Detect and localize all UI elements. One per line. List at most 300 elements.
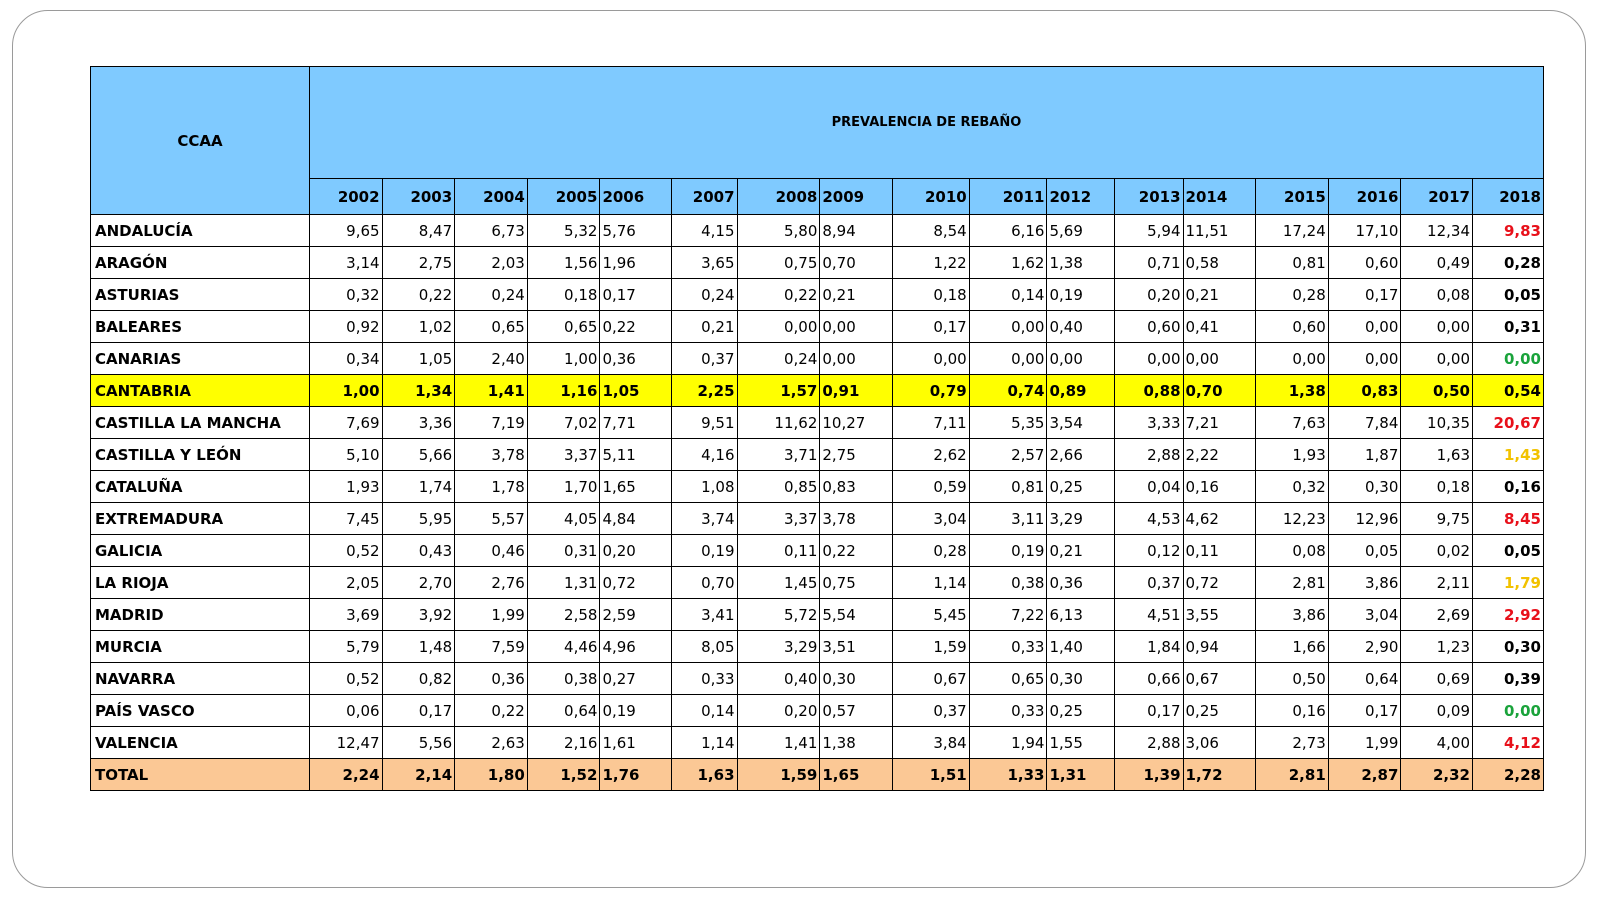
value-cell: 11,62 — [737, 407, 820, 439]
value-cell: 0,19 — [600, 695, 672, 727]
value-cell: 1,79 — [1473, 567, 1544, 599]
value-cell: 5,35 — [969, 407, 1047, 439]
value-cell: 0,16 — [1183, 471, 1256, 503]
value-cell: 0,19 — [1047, 279, 1115, 311]
value-cell: 1,96 — [600, 247, 672, 279]
value-cell: 1,99 — [455, 599, 528, 631]
value-cell: 12,23 — [1256, 503, 1329, 535]
year-header-2003: 2003 — [382, 179, 455, 215]
value-cell: 9,83 — [1473, 215, 1544, 247]
value-cell: 0,25 — [1047, 471, 1115, 503]
value-cell: 3,06 — [1183, 727, 1256, 759]
value-cell: 2,28 — [1473, 759, 1544, 791]
value-cell: 2,03 — [455, 247, 528, 279]
value-cell: 0,16 — [1256, 695, 1329, 727]
value-cell: 2,11 — [1401, 567, 1473, 599]
value-cell: 1,00 — [527, 343, 600, 375]
value-cell: 0,17 — [1328, 695, 1401, 727]
value-cell: 7,22 — [969, 599, 1047, 631]
region-name: CASTILLA LA MANCHA — [91, 407, 310, 439]
value-cell: 1,41 — [455, 375, 528, 407]
value-cell: 1,38 — [1047, 247, 1115, 279]
value-cell: 0,94 — [1183, 631, 1256, 663]
table-body — [91, 215, 1544, 791]
value-cell: 1,84 — [1114, 631, 1183, 663]
value-cell: 0,81 — [969, 471, 1047, 503]
table-row — [91, 407, 1544, 439]
region-name: ARAGÓN — [91, 247, 310, 279]
value-cell: 0,38 — [527, 663, 600, 695]
value-cell: 0,64 — [1328, 663, 1401, 695]
value-cell: 8,54 — [893, 215, 970, 247]
year-header-2006: 2006 — [600, 179, 672, 215]
value-cell: 12,34 — [1401, 215, 1473, 247]
value-cell: 1,65 — [820, 759, 893, 791]
table-row — [91, 631, 1544, 663]
table-wrapper — [90, 66, 1544, 791]
value-cell: 1,33 — [969, 759, 1047, 791]
value-cell: 0,37 — [1114, 567, 1183, 599]
value-cell: 1,48 — [382, 631, 455, 663]
value-cell: 0,06 — [309, 695, 382, 727]
region-name: MADRID — [91, 599, 310, 631]
value-cell: 0,20 — [1114, 279, 1183, 311]
value-cell: 12,47 — [309, 727, 382, 759]
value-cell: 0,36 — [455, 663, 528, 695]
value-cell: 17,24 — [1256, 215, 1329, 247]
value-cell: 1,52 — [527, 759, 600, 791]
table-row — [91, 727, 1544, 759]
value-cell: 0,08 — [1401, 279, 1473, 311]
value-cell: 1,43 — [1473, 439, 1544, 471]
value-cell: 2,57 — [969, 439, 1047, 471]
value-cell: 2,88 — [1114, 727, 1183, 759]
value-cell: 0,32 — [1256, 471, 1329, 503]
year-header-2012: 2012 — [1047, 179, 1115, 215]
value-cell: 0,21 — [1183, 279, 1256, 311]
value-cell: 0,30 — [1473, 631, 1544, 663]
value-cell: 0,37 — [893, 695, 970, 727]
value-cell: 1,16 — [527, 375, 600, 407]
region-name: CANTABRIA — [91, 375, 310, 407]
value-cell: 2,88 — [1114, 439, 1183, 471]
value-cell: 0,83 — [820, 471, 893, 503]
value-cell: 0,25 — [1047, 695, 1115, 727]
value-cell: 0,32 — [309, 279, 382, 311]
value-cell: 0,20 — [600, 535, 672, 567]
region-name: EXTREMADURA — [91, 503, 310, 535]
year-header-2010: 2010 — [893, 179, 970, 215]
table-row — [91, 599, 1544, 631]
value-cell: 0,37 — [672, 343, 737, 375]
region-name: TOTAL — [91, 759, 310, 791]
value-cell: 1,72 — [1183, 759, 1256, 791]
value-cell: 1,80 — [455, 759, 528, 791]
value-cell: 4,53 — [1114, 503, 1183, 535]
table-row — [91, 279, 1544, 311]
value-cell: 1,59 — [893, 631, 970, 663]
value-cell: 0,50 — [1256, 663, 1329, 695]
table-row — [91, 215, 1544, 247]
value-cell: 0,54 — [1473, 375, 1544, 407]
value-cell: 1,87 — [1328, 439, 1401, 471]
value-cell: 0,72 — [1183, 567, 1256, 599]
value-cell: 0,00 — [1473, 695, 1544, 727]
value-cell: 5,72 — [737, 599, 820, 631]
value-cell: 8,94 — [820, 215, 893, 247]
region-name: PAÍS VASCO — [91, 695, 310, 727]
value-cell: 0,21 — [820, 279, 893, 311]
value-cell: 0,20 — [737, 695, 820, 727]
value-cell: 1,59 — [737, 759, 820, 791]
table-row — [91, 471, 1544, 503]
value-cell: 0,00 — [1328, 343, 1401, 375]
region-name: CANARIAS — [91, 343, 310, 375]
value-cell: 0,21 — [672, 311, 737, 343]
value-cell: 0,30 — [1047, 663, 1115, 695]
value-cell: 7,21 — [1183, 407, 1256, 439]
value-cell: 3,11 — [969, 503, 1047, 535]
value-cell: 2,69 — [1401, 599, 1473, 631]
value-cell: 4,51 — [1114, 599, 1183, 631]
value-cell: 0,34 — [309, 343, 382, 375]
value-cell: 8,47 — [382, 215, 455, 247]
value-cell: 3,55 — [1183, 599, 1256, 631]
value-cell: 0,17 — [382, 695, 455, 727]
year-header-2018: 2018 — [1473, 179, 1544, 215]
value-cell: 11,51 — [1183, 215, 1256, 247]
value-cell: 5,32 — [527, 215, 600, 247]
value-cell: 9,51 — [672, 407, 737, 439]
value-cell: 5,66 — [382, 439, 455, 471]
value-cell: 17,10 — [1328, 215, 1401, 247]
value-cell: 4,96 — [600, 631, 672, 663]
value-cell: 2,16 — [527, 727, 600, 759]
value-cell: 1,23 — [1401, 631, 1473, 663]
value-cell: 7,69 — [309, 407, 382, 439]
value-cell: 3,92 — [382, 599, 455, 631]
value-cell: 3,78 — [455, 439, 528, 471]
value-cell: 2,75 — [382, 247, 455, 279]
value-cell: 1,76 — [600, 759, 672, 791]
value-cell: 0,04 — [1114, 471, 1183, 503]
value-cell: 1,78 — [455, 471, 528, 503]
value-cell: 0,83 — [1328, 375, 1401, 407]
region-name: LA RIOJA — [91, 567, 310, 599]
value-cell: 1,62 — [969, 247, 1047, 279]
value-cell: 2,24 — [309, 759, 382, 791]
value-cell: 0,02 — [1401, 535, 1473, 567]
value-cell: 0,19 — [672, 535, 737, 567]
value-cell: 0,43 — [382, 535, 455, 567]
value-cell: 5,54 — [820, 599, 893, 631]
value-cell: 3,74 — [672, 503, 737, 535]
value-cell: 0,65 — [527, 311, 600, 343]
value-cell: 1,34 — [382, 375, 455, 407]
value-cell: 0,38 — [969, 567, 1047, 599]
value-cell: 0,82 — [382, 663, 455, 695]
value-cell: 0,28 — [893, 535, 970, 567]
value-cell: 8,45 — [1473, 503, 1544, 535]
value-cell: 1,57 — [737, 375, 820, 407]
value-cell: 0,21 — [1047, 535, 1115, 567]
value-cell: 0,05 — [1328, 535, 1401, 567]
value-cell: 5,57 — [455, 503, 528, 535]
value-cell: 0,57 — [820, 695, 893, 727]
value-cell: 0,18 — [893, 279, 970, 311]
value-cell: 6,16 — [969, 215, 1047, 247]
value-cell: 3,69 — [309, 599, 382, 631]
value-cell: 1,14 — [893, 567, 970, 599]
year-header-2008: 2008 — [737, 179, 820, 215]
year-header-2007: 2007 — [672, 179, 737, 215]
value-cell: 4,15 — [672, 215, 737, 247]
year-header-2015: 2015 — [1256, 179, 1329, 215]
value-cell: 0,00 — [1256, 343, 1329, 375]
value-cell: 2,81 — [1256, 567, 1329, 599]
value-cell: 10,27 — [820, 407, 893, 439]
value-cell: 7,84 — [1328, 407, 1401, 439]
value-cell: 0,24 — [672, 279, 737, 311]
prevalence-table — [90, 66, 1544, 791]
table-row — [91, 567, 1544, 599]
value-cell: 1,31 — [527, 567, 600, 599]
value-cell: 0,52 — [309, 663, 382, 695]
value-cell: 0,88 — [1114, 375, 1183, 407]
value-cell: 2,75 — [820, 439, 893, 471]
value-cell: 0,41 — [1183, 311, 1256, 343]
value-cell: 2,87 — [1328, 759, 1401, 791]
value-cell: 1,02 — [382, 311, 455, 343]
value-cell: 0,70 — [672, 567, 737, 599]
value-cell: 0,00 — [969, 311, 1047, 343]
value-cell: 1,31 — [1047, 759, 1115, 791]
value-cell: 0,00 — [820, 343, 893, 375]
value-cell: 0,69 — [1401, 663, 1473, 695]
value-cell: 0,72 — [600, 567, 672, 599]
value-cell: 0,70 — [820, 247, 893, 279]
value-cell: 0,52 — [309, 535, 382, 567]
value-cell: 3,86 — [1328, 567, 1401, 599]
value-cell: 1,22 — [893, 247, 970, 279]
value-cell: 2,81 — [1256, 759, 1329, 791]
table-row — [91, 503, 1544, 535]
value-cell: 0,75 — [820, 567, 893, 599]
value-cell: 5,10 — [309, 439, 382, 471]
value-cell: 1,41 — [737, 727, 820, 759]
value-cell: 7,45 — [309, 503, 382, 535]
region-name: CATALUÑA — [91, 471, 310, 503]
value-cell: 0,17 — [1114, 695, 1183, 727]
value-cell: 0,00 — [1114, 343, 1183, 375]
value-cell: 0,00 — [1473, 343, 1544, 375]
value-cell: 0,24 — [737, 343, 820, 375]
value-cell: 3,78 — [820, 503, 893, 535]
value-cell: 0,22 — [455, 695, 528, 727]
value-cell: 0,40 — [737, 663, 820, 695]
year-header-2016: 2016 — [1328, 179, 1401, 215]
value-cell: 9,75 — [1401, 503, 1473, 535]
value-cell: 0,30 — [1328, 471, 1401, 503]
value-cell: 0,58 — [1183, 247, 1256, 279]
value-cell: 5,56 — [382, 727, 455, 759]
value-cell: 1,70 — [527, 471, 600, 503]
value-cell: 1,94 — [969, 727, 1047, 759]
value-cell: 1,74 — [382, 471, 455, 503]
value-cell: 0,05 — [1473, 535, 1544, 567]
value-cell: 0,60 — [1256, 311, 1329, 343]
value-cell: 4,62 — [1183, 503, 1256, 535]
value-cell: 2,90 — [1328, 631, 1401, 663]
value-cell: 7,63 — [1256, 407, 1329, 439]
region-name: ANDALUCÍA — [91, 215, 310, 247]
value-cell: 3,41 — [672, 599, 737, 631]
value-cell: 0,81 — [1256, 247, 1329, 279]
value-cell: 5,95 — [382, 503, 455, 535]
value-cell: 3,36 — [382, 407, 455, 439]
value-cell: 0,09 — [1401, 695, 1473, 727]
year-header-2011: 2011 — [969, 179, 1047, 215]
region-name: ASTURIAS — [91, 279, 310, 311]
value-cell: 0,65 — [969, 663, 1047, 695]
year-header-2009: 2009 — [820, 179, 893, 215]
value-cell: 4,16 — [672, 439, 737, 471]
value-cell: 3,14 — [309, 247, 382, 279]
value-cell: 2,66 — [1047, 439, 1115, 471]
value-cell: 0,31 — [1473, 311, 1544, 343]
value-cell: 0,22 — [737, 279, 820, 311]
value-cell: 1,38 — [820, 727, 893, 759]
value-cell: 10,35 — [1401, 407, 1473, 439]
value-cell: 0,66 — [1114, 663, 1183, 695]
value-cell: 0,75 — [737, 247, 820, 279]
value-cell: 1,93 — [1256, 439, 1329, 471]
value-cell: 0,91 — [820, 375, 893, 407]
value-cell: 0,31 — [527, 535, 600, 567]
value-cell: 0,05 — [1473, 279, 1544, 311]
value-cell: 0,59 — [893, 471, 970, 503]
year-header-2017: 2017 — [1401, 179, 1473, 215]
value-cell: 3,54 — [1047, 407, 1115, 439]
value-cell: 2,25 — [672, 375, 737, 407]
value-cell: 3,37 — [737, 503, 820, 535]
value-cell: 1,08 — [672, 471, 737, 503]
value-cell: 0,00 — [1401, 343, 1473, 375]
value-cell: 2,32 — [1401, 759, 1473, 791]
value-cell: 0,60 — [1114, 311, 1183, 343]
value-cell: 0,36 — [600, 343, 672, 375]
value-cell: 3,51 — [820, 631, 893, 663]
value-cell: 0,22 — [820, 535, 893, 567]
value-cell: 0,16 — [1473, 471, 1544, 503]
value-cell: 0,19 — [969, 535, 1047, 567]
region-name: MURCIA — [91, 631, 310, 663]
value-cell: 0,00 — [1183, 343, 1256, 375]
table-row — [91, 311, 1544, 343]
table-row — [91, 375, 1544, 407]
value-cell: 0,46 — [455, 535, 528, 567]
value-cell: 0,67 — [1183, 663, 1256, 695]
value-cell: 6,13 — [1047, 599, 1115, 631]
value-cell: 0,79 — [893, 375, 970, 407]
value-cell: 7,19 — [455, 407, 528, 439]
value-cell: 5,76 — [600, 215, 672, 247]
value-cell: 1,05 — [600, 375, 672, 407]
region-name: BALEARES — [91, 311, 310, 343]
value-cell: 2,05 — [309, 567, 382, 599]
value-cell: 9,65 — [309, 215, 382, 247]
value-cell: 1,05 — [382, 343, 455, 375]
value-cell: 0,00 — [1328, 311, 1401, 343]
value-cell: 3,04 — [893, 503, 970, 535]
total-row — [91, 759, 1544, 791]
value-cell: 4,00 — [1401, 727, 1473, 759]
year-header-2005: 2005 — [527, 179, 600, 215]
value-cell: 0,17 — [600, 279, 672, 311]
value-cell: 6,73 — [455, 215, 528, 247]
value-cell: 3,33 — [1114, 407, 1183, 439]
value-cell: 0,60 — [1328, 247, 1401, 279]
year-header-2004: 2004 — [455, 179, 528, 215]
value-cell: 5,80 — [737, 215, 820, 247]
value-cell: 0,08 — [1256, 535, 1329, 567]
value-cell: 0,70 — [1183, 375, 1256, 407]
value-cell: 2,22 — [1183, 439, 1256, 471]
value-cell: 1,66 — [1256, 631, 1329, 663]
value-cell: 1,63 — [1401, 439, 1473, 471]
value-cell: 0,89 — [1047, 375, 1115, 407]
value-cell: 0,18 — [1401, 471, 1473, 503]
value-cell: 0,64 — [527, 695, 600, 727]
value-cell: 3,84 — [893, 727, 970, 759]
value-cell: 0,00 — [1047, 343, 1115, 375]
value-cell: 4,46 — [527, 631, 600, 663]
value-cell: 5,69 — [1047, 215, 1115, 247]
value-cell: 5,79 — [309, 631, 382, 663]
value-cell: 1,00 — [309, 375, 382, 407]
value-cell: 0,33 — [672, 663, 737, 695]
value-cell: 0,00 — [737, 311, 820, 343]
value-cell: 3,86 — [1256, 599, 1329, 631]
value-cell: 4,05 — [527, 503, 600, 535]
value-cell: 0,50 — [1401, 375, 1473, 407]
value-cell: 0,25 — [1183, 695, 1256, 727]
value-cell: 0,27 — [600, 663, 672, 695]
value-cell: 3,37 — [527, 439, 600, 471]
value-cell: 0,74 — [969, 375, 1047, 407]
value-cell: 1,65 — [600, 471, 672, 503]
value-cell: 7,59 — [455, 631, 528, 663]
value-cell: 2,62 — [893, 439, 970, 471]
value-cell: 0,28 — [1473, 247, 1544, 279]
value-cell: 12,96 — [1328, 503, 1401, 535]
value-cell: 0,39 — [1473, 663, 1544, 695]
value-cell: 0,22 — [600, 311, 672, 343]
value-cell: 8,05 — [672, 631, 737, 663]
table-row — [91, 663, 1544, 695]
value-cell: 1,51 — [893, 759, 970, 791]
region-name: NAVARRA — [91, 663, 310, 695]
value-cell: 0,24 — [455, 279, 528, 311]
value-cell: 4,12 — [1473, 727, 1544, 759]
value-cell: 0,49 — [1401, 247, 1473, 279]
value-cell: 2,63 — [455, 727, 528, 759]
value-cell: 3,71 — [737, 439, 820, 471]
value-cell: 2,70 — [382, 567, 455, 599]
value-cell: 7,71 — [600, 407, 672, 439]
value-cell: 0,40 — [1047, 311, 1115, 343]
value-cell: 0,92 — [309, 311, 382, 343]
